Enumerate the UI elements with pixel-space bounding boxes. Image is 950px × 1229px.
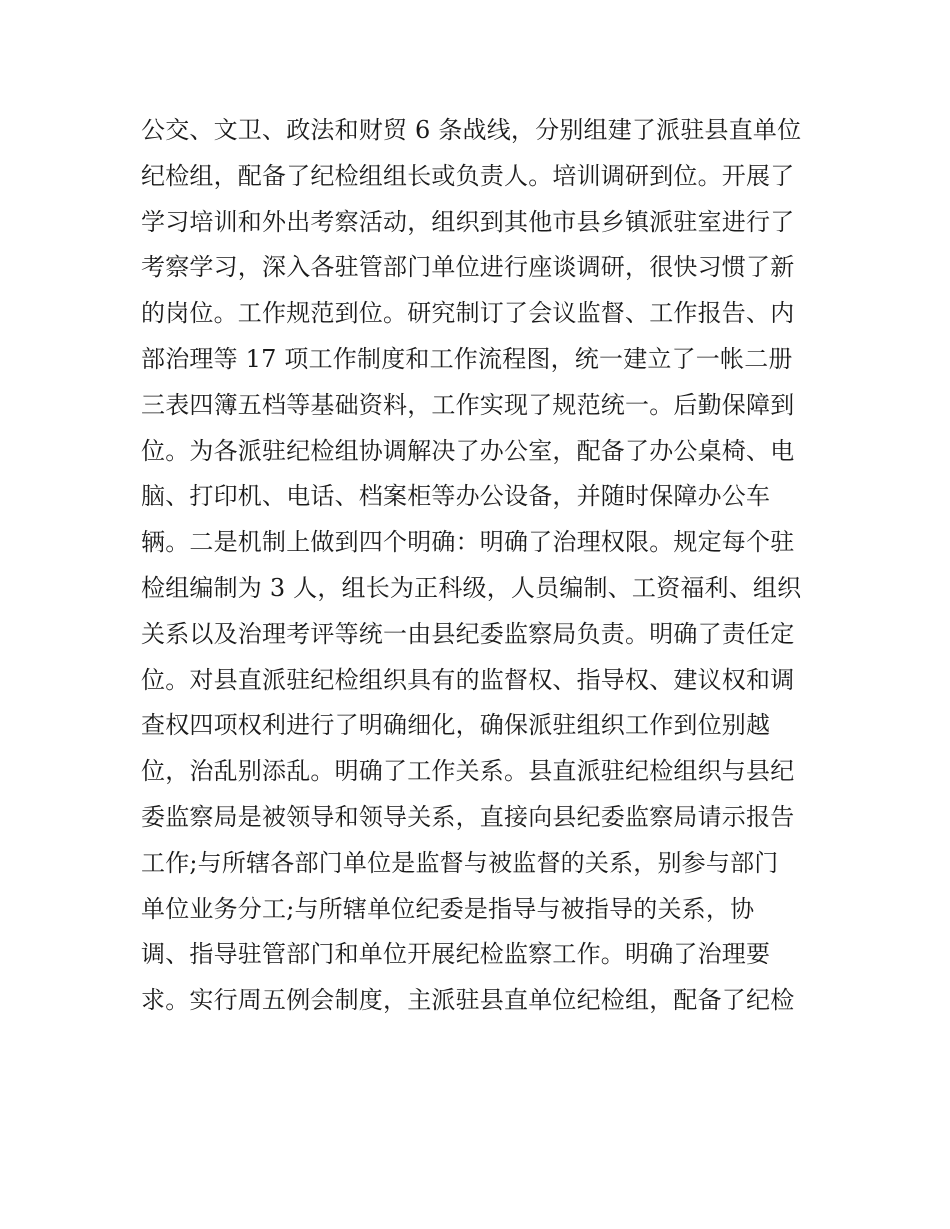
body-text <box>141 108 841 1024</box>
text-line: 脑、打印机、电话、档案柜等办公设备，并随时保障办公车 <box>141 482 771 511</box>
text-line: 工作;与所辖各部门单位是监督与被监督的关系，别参与部门 <box>141 848 779 877</box>
text-line: 查权四项权利进行了明确细化，确保派驻组织工作到位别越 <box>141 711 771 740</box>
text-line: 位，治乱别添乱。明确了工作关系。县直派驻纪检组织与县纪 <box>141 757 795 786</box>
text-line: 位。为各派驻纪检组协调解决了办公室，配备了办公桌椅、电 <box>141 436 795 465</box>
text-line: 位。对县直派驻纪检组织具有的监督权、指导权、建议权和调 <box>141 665 795 694</box>
text-line: 纪检组，配备了纪检组组长或负责人。培训调研到位。开展了 <box>141 161 795 190</box>
text-line: 辆。二是机制上做到四个明确：明确了治理权限。规定每个驻 <box>141 528 795 557</box>
text-line: 部治理等 17 项工作制度和工作流程图，统一建立了一帐二册 <box>141 344 793 373</box>
text-line: 求。实行周五例会制度，主派驻县直单位纪检组，配备了纪检 <box>141 986 795 1015</box>
text-line: 调、指导驻管部门和单位开展纪检监察工作。明确了治理要 <box>141 940 771 969</box>
text-line: 学习培训和外出考察活动，组织到其他市县乡镇派驻室进行了 <box>141 207 795 236</box>
text-line: 的岗位。工作规范到位。研究制订了会议监督、工作报告、内 <box>141 299 795 328</box>
text-line: 检组编制为 3 人，组长为正科级，人员编制、工资福利、组织 <box>141 573 802 602</box>
text-line: 委监察局是被领导和领导关系，直接向县纪委监察局请示报告 <box>141 802 795 831</box>
text-line: 考察学习，深入各驻管部门单位进行座谈调研，很快习惯了新 <box>141 253 795 282</box>
text-line: 单位业务分工;与所辖单位纪委是指导与被指导的关系，协 <box>141 894 755 923</box>
text-line: 三表四簿五档等基础资料，工作实现了规范统一。后勤保障到 <box>141 390 795 419</box>
text-line: 关系以及治理考评等统一由县纪委监察局负责。明确了责任定 <box>141 619 795 648</box>
text-line: 公交、文卫、政法和财贸 6 条战线，分别组建了派驻县直单位 <box>141 116 802 144</box>
